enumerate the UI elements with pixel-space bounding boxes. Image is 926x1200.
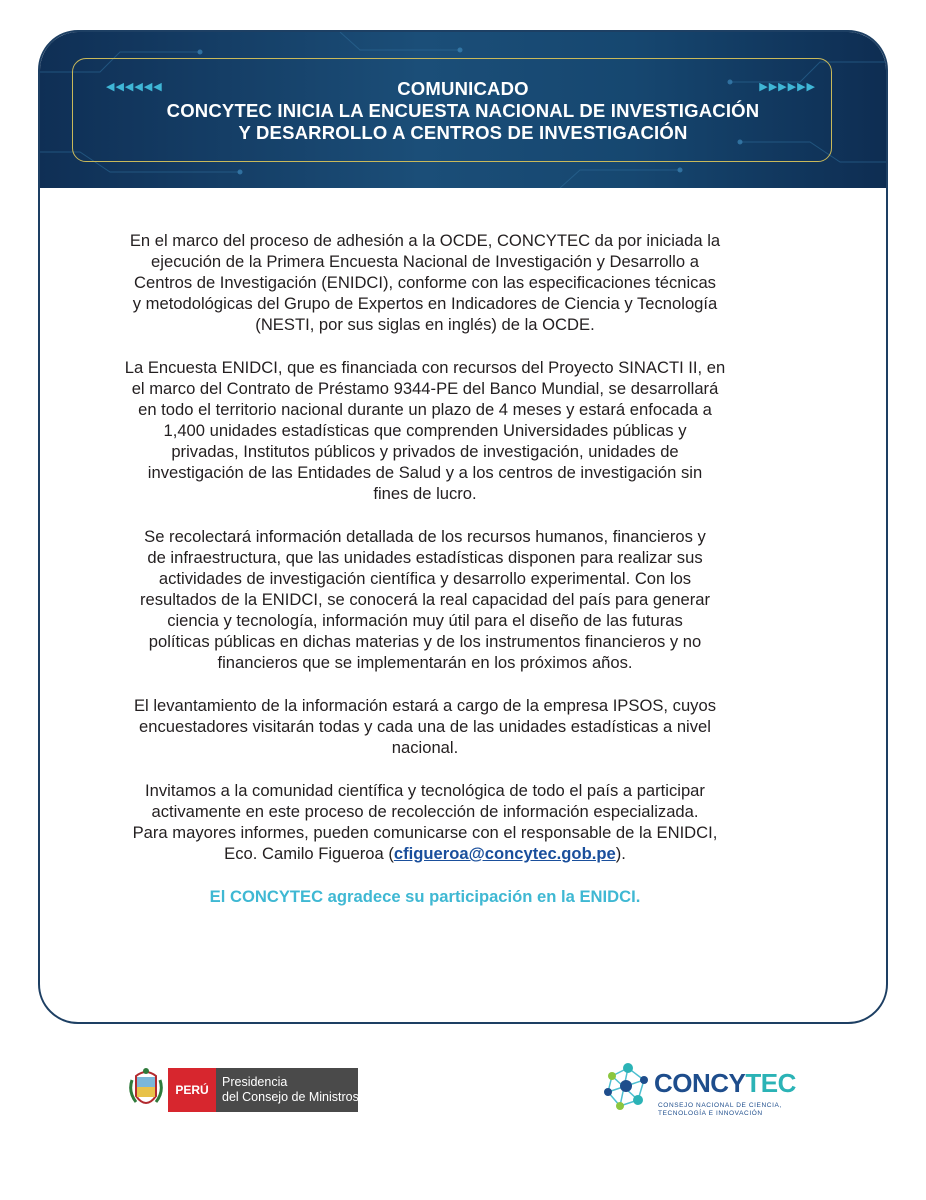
contact-prefix: Eco. Camilo Figueroa ( <box>224 844 394 863</box>
concytec-name-a: CONCY <box>654 1068 746 1098</box>
text-line: ejecución de la Primera Encuesta Nacional de Investigación y Desarrollo a <box>151 252 699 271</box>
communique-body <box>62 230 788 929</box>
text-line: financieros que se implementarán en los próximos años. <box>217 653 633 672</box>
peru-label: PERÚ <box>168 1068 216 1112</box>
paragraph-2 <box>62 357 788 504</box>
arrows-right-decoration: ▶▶▶▶▶▶ <box>759 81 816 93</box>
title-line-2: CONCYTEC INICIA LA ENCUESTA NACIONAL DE INVESTIGACIÓN <box>166 100 760 121</box>
pcm-line-2: del Consejo de Ministros <box>222 1090 359 1104</box>
text-line: el marco del Contrato de Préstamo 9344-PE del Banco Mundial, se desarrollará <box>131 379 719 398</box>
text-line: La Encuesta ENIDCI, que es financiada con recursos del Proyecto SINACTI II, en <box>124 358 726 377</box>
text-line: El levantamiento de la información estará a cargo de la empresa IPSOS, cuyos <box>133 696 716 715</box>
text-line: de infraestructura, que las unidades estadísticas disponen para realizar sus <box>147 548 703 567</box>
email-link[interactable]: cfigueroa@concytec.gob.pe <box>393 844 616 863</box>
text-line: resultados de la ENIDCI, se conocerá la real capacidad del país para generar <box>139 590 711 609</box>
concytec-name-b: TEC <box>745 1068 796 1098</box>
text-line: Se recolectará información detallada de los recursos humanos, financieros y <box>144 527 706 546</box>
text-line: fines de lucro. <box>373 484 477 503</box>
text-line: en todo el territorio nacional durante un plazo de 4 meses y estará enfocada a <box>138 400 712 419</box>
page-title <box>40 78 886 144</box>
paragraph-5 <box>62 780 788 864</box>
text-line: (NESTI, por sus siglas en inglés) de la OCDE. <box>255 315 595 334</box>
pcm-label <box>216 1068 358 1112</box>
title-line-1: COMUNICADO <box>397 78 529 99</box>
paragraph-3 <box>62 526 788 673</box>
pcm-line-1: Presidencia <box>222 1075 288 1089</box>
text-line: actividades de investigación científica y desarrollo experimental. Con los <box>158 569 692 588</box>
concytec-wordmark <box>654 1068 796 1099</box>
concytec-sub-2: TECNOLOGÍA E INNOVACIÓN <box>658 1110 763 1117</box>
concytec-subtitle <box>658 1102 782 1118</box>
text-line: Centros de Investigación (ENIDCI), conforme con las especificaciones técnicas <box>134 273 716 292</box>
concytec-logo <box>598 1058 808 1128</box>
text-line: nacional. <box>391 738 459 757</box>
thanks-note: El CONCYTEC agradece su participación en la ENIDCI. <box>209 887 641 906</box>
contact-line <box>62 843 788 864</box>
text-line: activamente en este proceso de recolección de información especializada. <box>151 802 699 821</box>
text-line: 1,400 unidades estadísticas que comprenden Universidades públicas y <box>163 421 687 440</box>
text-line: En el marco del proceso de adhesión a la OCDE, CONCYTEC da por iniciada la <box>129 231 721 250</box>
text-line: y metodológicas del Grupo de Expertos en Indicadores de Ciencia y Tecnología <box>132 294 718 313</box>
concytec-sub-1: CONSEJO NACIONAL DE CIENCIA, <box>658 1102 782 1109</box>
text-line: investigación de las Entidades de Salud y a los centros de investigación sin <box>147 463 703 482</box>
title-line-3: Y DESARROLLO A CENTROS DE INVESTIGACIÓN <box>238 122 688 143</box>
text-line: privadas, Institutos públicos y privados de investigación, unidades de <box>171 442 679 461</box>
contact-suffix: ). <box>615 844 626 863</box>
text-line: ciencia y tecnología, información muy útil para el diseño de las futuras <box>167 611 683 630</box>
text-line: Invitamos a la comunidad científica y tecnológica de todo el país a participar <box>145 781 705 800</box>
peru-coat-of-arms-icon <box>128 1066 164 1114</box>
paragraph-4 <box>62 695 788 758</box>
pcm-logo <box>128 1066 360 1114</box>
header-banner <box>40 32 886 188</box>
concytec-network-icon <box>598 1058 658 1128</box>
arrows-left-decoration: ◀◀◀◀◀◀ <box>106 81 163 93</box>
text-line: políticas públicas en dichas materias y de los instrumentos financieros y no <box>148 632 702 651</box>
paragraph-1 <box>62 230 788 335</box>
text-line: Para mayores informes, pueden comunicarse con el responsable de la ENIDCI, <box>132 823 718 842</box>
text-line: encuestadores visitarán todas y cada una de las unidades estadísticas a nivel <box>139 717 711 736</box>
